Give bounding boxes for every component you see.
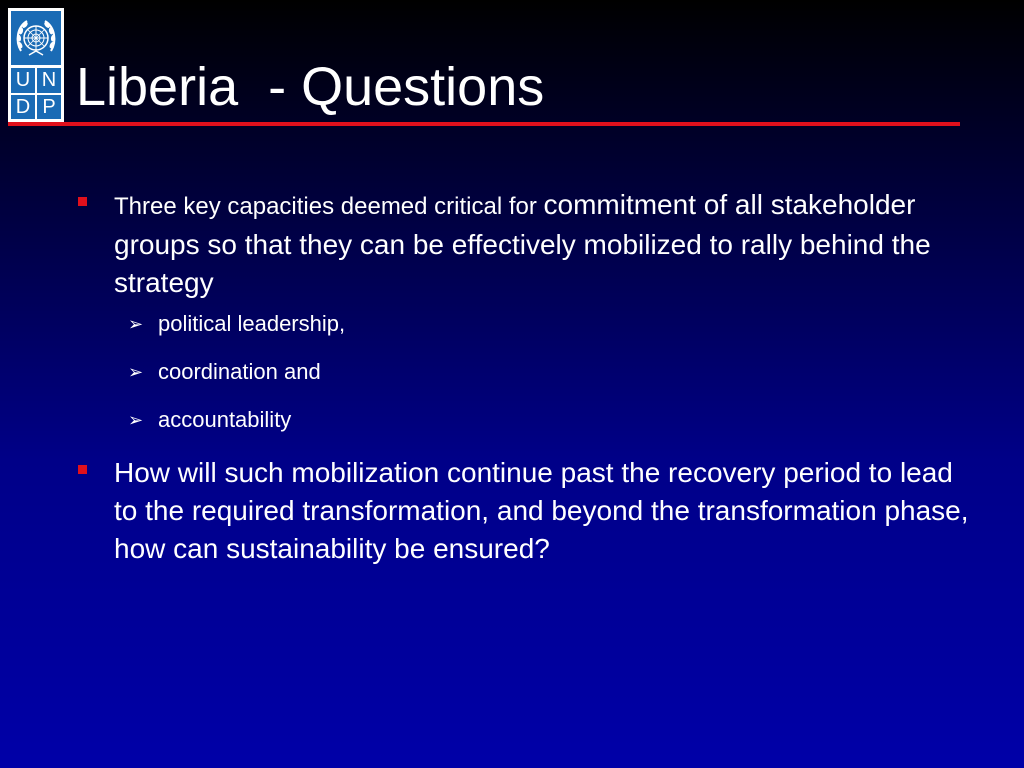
sub-bullet-text: political leadership, xyxy=(158,311,346,336)
bullet-item xyxy=(76,454,976,568)
logo-letter-u: U xyxy=(11,68,35,93)
logo-letter-n: N xyxy=(37,68,61,93)
undp-logo xyxy=(8,8,64,122)
square-bullet-icon xyxy=(78,465,87,474)
square-bullet-icon xyxy=(78,197,87,206)
arrow-bullet-icon: ➢ xyxy=(128,362,144,382)
slide-body xyxy=(76,186,976,568)
title-divider xyxy=(8,122,960,126)
sub-bullet-list xyxy=(76,310,976,434)
arrow-bullet-icon: ➢ xyxy=(128,410,144,430)
sub-bullet-text: accountability xyxy=(158,407,292,432)
sub-bullet-text: coordination and xyxy=(158,359,321,384)
sub-bullet-item xyxy=(76,310,976,338)
logo-letter-d: D xyxy=(11,95,35,120)
bullet-item xyxy=(76,186,976,302)
slide-title: Liberia - Questions xyxy=(76,57,545,117)
bullet-lead-text: Three key capacities deemed critical for xyxy=(114,193,544,220)
arrow-bullet-icon: ➢ xyxy=(128,314,144,334)
bullet-text: commitment of all stakeholder groups so that they can be effectively mobilized to rally behind the strategy xyxy=(114,189,931,298)
logo-letter-p: P xyxy=(37,95,61,120)
un-emblem-icon xyxy=(11,11,61,65)
sub-bullet-item xyxy=(76,358,976,386)
bullet-text: How will such mobilization continue past the recovery period to lead to the required transformation, and beyond the transformation phase, how can sustainability be ensured? xyxy=(114,457,969,564)
sub-bullet-item xyxy=(76,406,976,434)
